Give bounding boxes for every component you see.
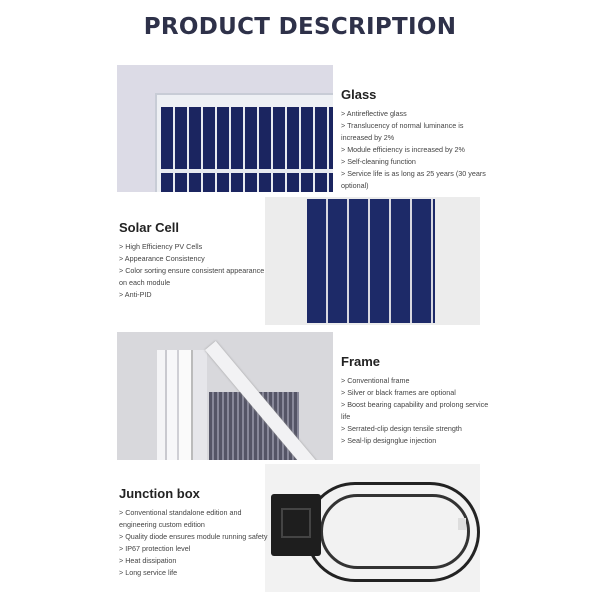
page-title: PRODUCT DESCRIPTION: [143, 14, 457, 40]
feature-item: > Silver or black frames are optional: [341, 388, 456, 397]
feature-item: > Conventional frame: [341, 376, 410, 385]
frame-section: [341, 354, 491, 447]
feature-item: > IP67 protection level: [119, 544, 191, 553]
section-heading: Solar Cell: [119, 220, 179, 235]
glass-image: [117, 65, 333, 192]
feature-item: > Module efficiency is increased by 2%: [341, 145, 465, 154]
feature-item: > Appearance Consistency: [119, 254, 205, 263]
section-heading: Junction box: [119, 486, 200, 501]
feature-item: > Antireflective glass: [341, 109, 407, 118]
solar-cell-section: [119, 220, 269, 301]
frame-image: [117, 332, 333, 460]
feature-item: > Conventional standalone edition and engineering custom edition: [119, 508, 242, 529]
feature-item: > Serrated-clip design tensile strength: [341, 424, 462, 433]
section-heading: Glass: [341, 87, 377, 102]
feature-item: > Self-cleaning function: [341, 157, 416, 166]
glass-section: [341, 87, 491, 192]
junction-box-section: [119, 486, 269, 579]
feature-item: > Boost bearing capability and prolong service life: [341, 400, 489, 421]
feature-item: > High Efficiency PV Cells: [119, 242, 203, 251]
feature-item: > Long service life: [119, 568, 178, 577]
feature-item: > Quality diode ensures module running safety: [119, 532, 268, 541]
feature-item: > Anti-PID: [119, 290, 152, 299]
feature-item: > Heat dissipation: [119, 556, 177, 565]
feature-item: > Color sorting ensure consistent appearance on each module: [119, 266, 265, 287]
solar-cell-image: [265, 197, 480, 325]
feature-item: > Service life is as long as 25 years (30 years optional): [341, 169, 486, 190]
feature-item: > Seal-lip designglue injection: [341, 436, 437, 445]
feature-item: > Translucency of normal luminance is increased by 2%: [341, 121, 464, 142]
junction-box-image: [265, 464, 480, 592]
section-heading: Frame: [341, 354, 381, 369]
